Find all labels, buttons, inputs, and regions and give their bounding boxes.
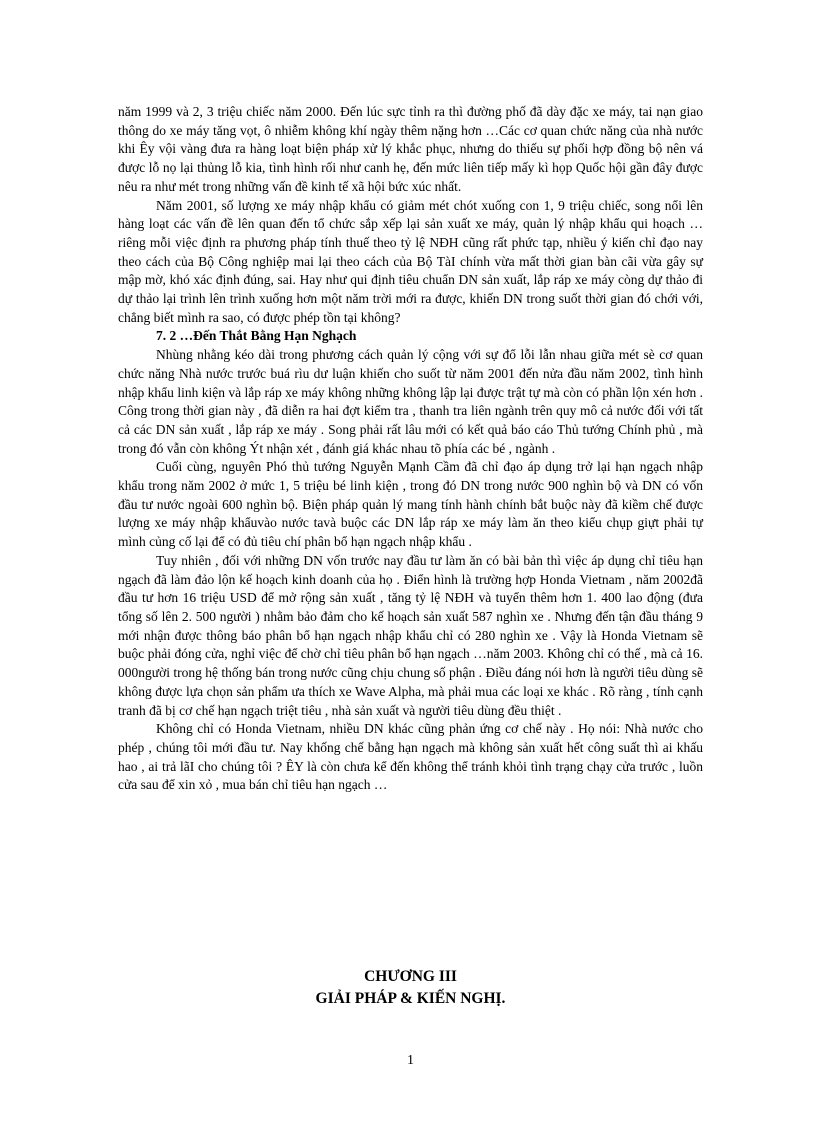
paragraph-1: năm 1999 và 2, 3 triệu chiếc năm 2000. Đến lúc sực tỉnh ra thì đường phố đã dày đặc xe máy, tai nạn giao thông do xe máy tăng vọt, ô nhiễm không khí ngày thêm nặng hơn …Các cơ quan chức năng của nhà nước khi Êy vội vàng đưa ra hàng loạt biện pháp xử lý khắc phục, nhưng do thiếu sự phối hợp đồng bộ nên vá được lỗ nọ lại thủng lỗ kia, tình hình rối như canh hẹ, đến mức liên tiếp mấy kì họp Quốc hội gần đây được nêu ra như mét trong những vấn đề kinh tế xã hội bức xúc nhất. <box>118 104 703 194</box>
paragraph-3: Nhùng nhằng kéo dài trong phương cách quản lý cộng với sự đổ lỗi lẫn nhau giữa mét sè cơ quan chức năng Nhà nước trước buá rìu dư luận khiến cho suốt từ năm 2001 đến nửa đầu năm 2002, tình hình nhập khẩu linh kiện và lắp ráp xe máy không những không lập lại được trật tự mà còn có phần lộn xén hơn . Công trong thời gian này , đã diễn ra hai đợt kiểm tra , thanh tra liên ngành trên quy mô cả nước đối với tất cả các DN sản xuất , lắp ráp xe máy . Song phải rất lâu mới có kết quả báo cáo Thủ tướng Chính phủ , mà trong đó vẫn còn không Ýt nhận xét , đánh giá khác nhau tõ phía các bé , ngành . <box>118 347 703 456</box>
paragraph-5: Tuy nhiên , đối với những DN vốn trước nay đầu tư làm ăn có bài bản thì việc áp dụng chỉ tiêu hạn ngạch đã làm đảo lộn kế hoạch kinh doanh của họ . Điển hình là trường hợp Honda Vietnam , năm 2002đã đầu tư hơn 16 triệu USD để mở rộng sản xuất , tăng tỷ lệ NĐH và tuyển thêm hơn 1. 400 lao động (đưa tổng số lên 2. 500 người ) nhằm bảo đảm cho kế hoạch sản xuất 587 nghìn xe . Nhưng đến tận đầu tháng 9 mới nhận được thông báo phân bổ hạn ngạch nhập khẩu chỉ có 280 nghìn xe . Vậy là Honda Vietnam sẽ buộc phải đóng cửa, nghỉ việc để chờ chỉ tiêu phân bổ hạn ngạch …năm 2003. Không chỉ có thế , mà cả 16. 000người trong hệ thống bán trong nước cũng chịu chung số phận . Điều đáng nói hơn là người tiêu dùng sẽ không được lựa chọn sản phẩm ưa thích xe Wave Alpha, mà phải mua các loại xe khác . Rõ ràng , tính cạnh tranh đã bị cơ chế hạn ngạch triệt tiêu , nhà sản xuất và người tiêu dùng đều thiệt . <box>118 552 703 718</box>
chapter-heading <box>118 966 703 1010</box>
paragraph-4: Cuối cùng, nguyên Phó thủ tướng Nguyễn Mạnh Cầm đã chỉ đạo áp dụng trở lại hạn ngạch nhập khẩu trong năm 2002 ở mức 1, 5 triệu bé linh kiện , trong đó DN trong nước 900 nghìn bộ và DN có vốn đầu tư nước ngoài 600 nghìn bộ. Biện pháp quản lý mang tính hành chính bắt buộc này đã kiềm chế được lượng xe máy nhập khẩuvào nước tavà buộc các DN lắp ráp xe máy làm ăn theo kiểu chụp giựt phải tự mình củng cố lại để có đủ tiêu chí phân bổ hạn ngạch nhập khẩu . <box>118 459 703 550</box>
chapter-number: CHƯƠNG III <box>364 968 457 985</box>
paragraph-2: Năm 2001, số lượng xe máy nhập khẩu có giảm mét chót xuống con 1, 9 triệu chiếc, song nổi lên hàng loạt các vấn đề lên quan đến tổ chức sắp xếp lại sản xuất xe máy, quản lý nhập khẩu qui hoạch … riêng mỗi việc định ra phương pháp tính thuế theo tỷ lệ NĐH cũng rất phức tạp, nhiều ý kiến chỉ đạo nay theo cách của Bộ Công nghiệp mai lại theo cách của Bộ TàI chính vừa mất thời gian bàn cãi vừa gây sự mập mờ, khó xác định đúng, sai. Hay như qui định tiêu chuẩn DN sản xuất, lắp ráp xe máy còng dự thảo đi dự thảo lại trình lên trình xuống hơn một năm trời mới ra được, khiến DN trong suốt thời gian đó chới với, chẳng biết mình ra sao, có được phép tồn tại không? <box>118 197 703 325</box>
paragraph-6: Không chỉ có Honda Vietnam, nhiều DN khác cũng phản ứng cơ chế này . Họ nói: Nhà nước cho phép , chúng tôi mới đầu tư. Nay khống chế bằng hạn ngạch mà không sản xuất hết công suất thì ai khấu hao , ai trả lãI cho chúng tôi ? ÊY là còn chưa kể đến không thể tránh khỏi tình trạng chạy cửa trước , luồn cửa sau để xin xỏ , mua bán chỉ tiêu hạn ngạch … <box>118 721 703 793</box>
page-number: 1 <box>407 1053 414 1068</box>
section-heading: 7. 2 …Đến Thắt Bằng Hạn Nghạch <box>156 328 357 344</box>
document-body <box>118 103 703 795</box>
chapter-title: GIẢI PHÁP & KIẾN NGHỊ. <box>315 990 506 1007</box>
